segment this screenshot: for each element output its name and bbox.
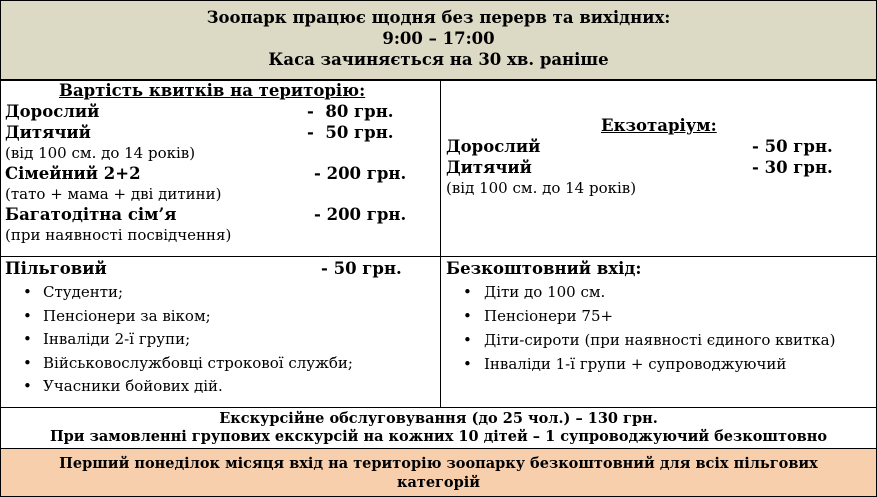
ticket-row-child <box>1 122 440 143</box>
exotarium-row-child <box>441 157 876 178</box>
ticket-note: (від 100 см. до 14 років) <box>5 144 196 162</box>
ticket-price: - 50 грн. <box>307 123 394 142</box>
excursion-group-note: При замовленні групових екскурсій на кожних 10 дітей – 1 супроводжуючий безкоштовно <box>49 428 828 445</box>
excursion-section <box>0 407 877 449</box>
ticket-label: Сімейний 2+2 <box>5 164 141 183</box>
ticket-label: Дорослий <box>5 102 100 121</box>
list-item: • Інваліди 2-ї групи; <box>1 328 440 352</box>
schedule-header <box>0 0 877 81</box>
free-monday-banner <box>0 448 877 497</box>
excursion-price: Екскурсійне обслуговування (до 25 чол.) – 130 грн. <box>219 410 658 427</box>
ticket-price: - 200 грн. <box>314 164 407 183</box>
territory-tickets-title: Вартість квитків на територію: <box>59 81 366 100</box>
schedule-hours: 9:00 – 17:00 <box>382 29 495 48</box>
cashbox-closing-note: Каса зачиняється на 30 хв. раніше <box>268 50 609 69</box>
ticket-label: Дитячий <box>5 123 91 142</box>
benefit-header <box>1 257 440 281</box>
free-entry-list <box>441 281 876 377</box>
list-item: • Діти до 100 см. <box>441 281 876 305</box>
list-item: • Діти-сироти (при наявності єдиного квитка) <box>441 329 876 351</box>
ticket-price: - 80 грн. <box>307 102 394 121</box>
list-item: • Військовослужбовці строкової служби; <box>1 352 440 376</box>
benefit-list <box>1 281 440 399</box>
free-entry-section <box>440 256 877 408</box>
free-monday-text: Перший понеділок місяця вхід на територію зоопарку безкоштовний для всіх пільгових категорій <box>59 455 818 491</box>
list-item: • Пенсіонери за віком; <box>1 305 440 329</box>
schedule-line-1: Зоопарк працює щодня без перерв та вихідних: <box>206 8 671 27</box>
ticket-label: Дитячий <box>446 158 532 177</box>
benefit-label: Пільговий <box>5 259 107 278</box>
list-item: • Учасники бойових дій. <box>1 375 440 399</box>
ticket-note: (при наявності посвідчення) <box>5 226 232 244</box>
ticket-price: - 50 грн. <box>752 137 833 156</box>
ticket-label: Багатодітна сім’я <box>5 205 177 224</box>
ticket-row-large-family <box>1 204 440 225</box>
exotarium-section <box>440 80 877 257</box>
benefit-section <box>0 256 441 408</box>
benefit-price: - 50 грн. <box>321 259 402 278</box>
exotarium-note: (від 100 см. до 14 років) <box>446 179 637 197</box>
ticket-price: - 200 грн. <box>314 205 407 224</box>
ticket-note: (тато + мама + дві дитини) <box>5 185 222 203</box>
free-entry-label: Безкоштовний вхід: <box>446 259 642 278</box>
exotarium-row-adult <box>441 136 876 157</box>
territory-tickets-section <box>0 80 441 257</box>
list-item: • Студенти; <box>1 281 440 305</box>
list-item: • Інваліди 1-ї групи + супроводжуючий <box>441 353 876 377</box>
list-item: • Пенсіонери 75+ <box>441 305 876 329</box>
ticket-row-family <box>1 163 440 184</box>
ticket-label: Дорослий <box>446 137 541 156</box>
ticket-row-adult <box>1 101 440 122</box>
exotarium-title: Екзотаріум: <box>601 116 717 135</box>
ticket-price: - 30 грн. <box>752 158 833 177</box>
